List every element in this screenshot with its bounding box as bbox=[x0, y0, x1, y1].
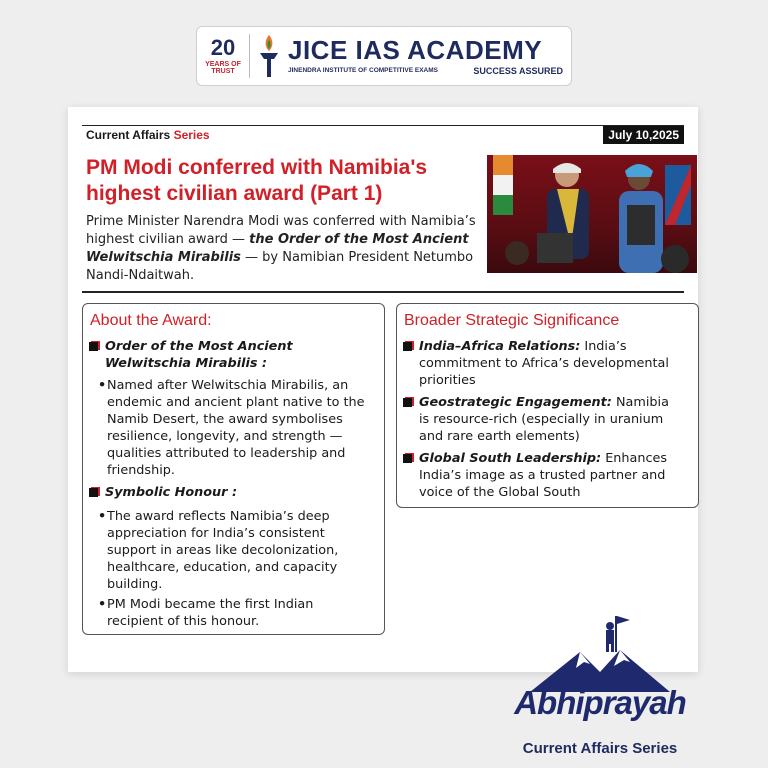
strategic-desc-2: Namibia is resource-rich (especially in uranium and rare earth elements) bbox=[419, 395, 669, 444]
list-item bbox=[89, 596, 369, 630]
bullet-dot-icon: • bbox=[98, 597, 107, 612]
news-photo bbox=[487, 155, 697, 273]
intro-paragraph bbox=[86, 213, 486, 285]
intro-text-1: Prime Minister Narendra Modi was conferred with Namibia’s highest civilian award — bbox=[86, 214, 476, 247]
strategic-term-2: Geostrategic Engagement: bbox=[419, 395, 612, 410]
torch-icon bbox=[254, 31, 284, 81]
about-award-box bbox=[82, 303, 385, 635]
intro-emphasis: the Order of the Most Ancient Welwitschia Mirabilis bbox=[86, 232, 469, 265]
bullet-square-icon bbox=[89, 342, 98, 351]
series-bar bbox=[82, 125, 684, 143]
strategic-desc-1: India’s commitment to Africa’s developmental priorities bbox=[419, 339, 669, 388]
bullet-square-icon bbox=[403, 342, 412, 351]
years-number: 20 bbox=[210, 35, 236, 60]
bullet-square-icon bbox=[403, 398, 412, 407]
academy-logo bbox=[196, 26, 572, 86]
about-body-3: PM Modi became the first Indian recipient of this honour. bbox=[107, 597, 314, 629]
bullet-dot-icon: • bbox=[98, 378, 107, 393]
footer-brand: Abhiprayah bbox=[514, 684, 686, 721]
list-item bbox=[89, 377, 379, 479]
list-item bbox=[403, 394, 683, 445]
list-item bbox=[403, 450, 687, 501]
series-label-text: Current Affairs bbox=[86, 128, 171, 142]
ceremony-photo-illustration bbox=[487, 155, 697, 273]
strategic-term-3: Global South Leadership: bbox=[419, 451, 602, 466]
years-badge bbox=[197, 37, 249, 75]
about-body-2: The award reflects Namibia’s deep appreciation for India’s consistent support in areas like decolonization, healthcare, education, and capacity building. bbox=[107, 509, 339, 592]
brand-name: JICE IAS ACADEMY bbox=[288, 34, 543, 65]
about-body-1: Named after Welwitschia Mirabilis, an endemic and ancient plant native to the Namib Desert, the award symbolises resilience, longevity, and strength — qualities attributed to leadership and friendship. bbox=[107, 378, 365, 478]
about-heading-2: Symbolic Honour : bbox=[105, 485, 238, 500]
strategic-term-1: India–Africa Relations: bbox=[419, 339, 581, 354]
about-award-title: About the Award: bbox=[90, 312, 212, 329]
logo-divider bbox=[249, 34, 250, 78]
institute-name: JINENDRA INSTITUTE OF COMPETITIVE EXAMS bbox=[288, 67, 438, 74]
years-text: YEARS OF TRUST bbox=[205, 61, 241, 75]
list-item bbox=[403, 338, 683, 389]
section-divider bbox=[82, 291, 684, 293]
article-card bbox=[68, 107, 698, 672]
strategic-significance-box bbox=[396, 303, 699, 508]
bullet-square-icon bbox=[89, 488, 98, 497]
list-item bbox=[89, 338, 309, 372]
brand-tagline: SUCCESS ASSURED bbox=[473, 65, 563, 76]
about-heading-1: Order of the Most Ancient Welwitschia Mirabilis : bbox=[105, 339, 293, 371]
bullet-square-icon bbox=[403, 454, 412, 463]
intro-text-2: — by Namibian President Netumbo Nandi-Ndaitwah. bbox=[86, 250, 474, 283]
bullet-dot-icon: • bbox=[98, 509, 107, 524]
series-label bbox=[86, 128, 210, 142]
strategic-desc-3: Enhances India’s image as a trusted partner and voice of the Global South bbox=[419, 451, 668, 500]
headline: PM Modi conferred with Namibia's highest civilian award (Part 1) bbox=[86, 156, 428, 205]
series-label-red: Series bbox=[173, 128, 210, 142]
list-item bbox=[89, 484, 369, 501]
list-item bbox=[89, 508, 369, 593]
strategic-title: Broader Strategic Significance bbox=[404, 312, 620, 329]
footer-subtitle: Current Affairs Series bbox=[522, 740, 678, 757]
date-badge: July 10,2025 bbox=[603, 126, 684, 144]
